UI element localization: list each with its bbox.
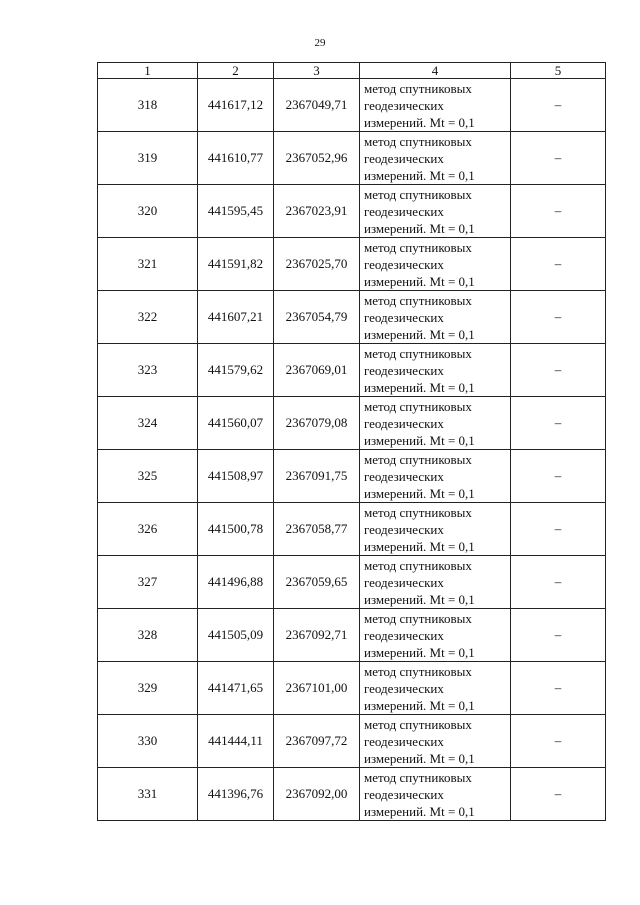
- x-coordinate-cell: 441471,65: [198, 662, 274, 715]
- page-number: 29: [314, 37, 326, 49]
- method-text-line: измерений. Mt = 0,1: [364, 644, 475, 660]
- table-row: [98, 556, 606, 609]
- x-coordinate-cell: 441500,78: [198, 503, 274, 556]
- method-cell: [360, 185, 511, 238]
- y-coordinate-cell: 2367101,00: [274, 662, 360, 715]
- method-text-line: геодезических: [364, 786, 444, 802]
- table-row: [98, 185, 606, 238]
- method-text-line: геодезических: [364, 468, 444, 484]
- method-text-line: метод спутниковых: [364, 239, 472, 255]
- method-text-line: геодезических: [364, 256, 444, 272]
- point-number-cell: 331: [98, 768, 198, 821]
- y-coordinate-cell: 2367059,65: [274, 556, 360, 609]
- method-text-line: измерений. Mt = 0,1: [364, 220, 475, 236]
- point-number-cell: 321: [98, 238, 198, 291]
- point-number-cell: 328: [98, 609, 198, 662]
- method-text-line: геодезических: [364, 574, 444, 590]
- col5-cell: –: [511, 132, 606, 185]
- col5-cell: –: [511, 79, 606, 132]
- point-number-cell: 324: [98, 397, 198, 450]
- method-text-line: геодезических: [364, 150, 444, 166]
- method-text-line: измерений. Mt = 0,1: [364, 485, 475, 501]
- method-text-line: геодезических: [364, 521, 444, 537]
- x-coordinate-cell: 441607,21: [198, 291, 274, 344]
- method-text-line: измерений. Mt = 0,1: [364, 273, 475, 289]
- method-cell: [360, 132, 511, 185]
- point-number-cell: 320: [98, 185, 198, 238]
- method-cell: [360, 609, 511, 662]
- table-row: [98, 503, 606, 556]
- y-coordinate-cell: 2367025,70: [274, 238, 360, 291]
- table-row: [98, 79, 606, 132]
- y-coordinate-cell: 2367069,01: [274, 344, 360, 397]
- x-coordinate-cell: 441591,82: [198, 238, 274, 291]
- table-row: [98, 450, 606, 503]
- x-coordinate-cell: 441505,09: [198, 609, 274, 662]
- col5-cell: –: [511, 662, 606, 715]
- col5-cell: –: [511, 609, 606, 662]
- table-row: [98, 397, 606, 450]
- point-number-cell: 327: [98, 556, 198, 609]
- method-text-line: геодезических: [364, 362, 444, 378]
- method-cell: [360, 715, 511, 768]
- col5-cell: –: [511, 291, 606, 344]
- method-text-line: геодезических: [364, 680, 444, 696]
- y-coordinate-cell: 2367052,96: [274, 132, 360, 185]
- method-text-line: метод спутниковых: [364, 769, 472, 785]
- method-cell: [360, 662, 511, 715]
- method-text-line: измерений. Mt = 0,1: [364, 432, 475, 448]
- table-row: [98, 609, 606, 662]
- method-text-line: измерений. Mt = 0,1: [364, 326, 475, 342]
- point-number-cell: 325: [98, 450, 198, 503]
- col5-cell: –: [511, 450, 606, 503]
- method-text-line: метод спутниковых: [364, 663, 472, 679]
- method-cell: [360, 450, 511, 503]
- method-text-line: метод спутниковых: [364, 186, 472, 202]
- method-text-line: метод спутниковых: [364, 80, 472, 96]
- table-row: [98, 291, 606, 344]
- method-text-line: измерений. Mt = 0,1: [364, 114, 475, 130]
- y-coordinate-cell: 2367092,00: [274, 768, 360, 821]
- table-row: [98, 238, 606, 291]
- header-cell-2: 2: [198, 63, 274, 79]
- method-text-line: измерений. Mt = 0,1: [364, 167, 475, 183]
- method-text-line: метод спутниковых: [364, 398, 472, 414]
- header-cell-1: 1: [98, 63, 198, 79]
- x-coordinate-cell: 441396,76: [198, 768, 274, 821]
- method-text-line: метод спутниковых: [364, 345, 472, 361]
- table-header-row: [98, 63, 606, 79]
- method-text-line: метод спутниковых: [364, 451, 472, 467]
- header-cell-5: 5: [511, 63, 606, 79]
- method-text-line: измерений. Mt = 0,1: [364, 697, 475, 713]
- point-number-cell: 319: [98, 132, 198, 185]
- method-text-line: геодезических: [364, 97, 444, 113]
- method-cell: [360, 503, 511, 556]
- method-text-line: измерений. Mt = 0,1: [364, 803, 475, 819]
- method-text-line: метод спутниковых: [364, 504, 472, 520]
- col5-cell: –: [511, 715, 606, 768]
- table-row: [98, 768, 606, 821]
- method-cell: [360, 397, 511, 450]
- method-text-line: измерений. Mt = 0,1: [364, 538, 475, 554]
- y-coordinate-cell: 2367054,79: [274, 291, 360, 344]
- method-cell: [360, 556, 511, 609]
- header-cell-3: 3: [274, 63, 360, 79]
- x-coordinate-cell: 441508,97: [198, 450, 274, 503]
- method-cell: [360, 768, 511, 821]
- y-coordinate-cell: 2367079,08: [274, 397, 360, 450]
- method-text-line: измерений. Mt = 0,1: [364, 591, 475, 607]
- col5-cell: –: [511, 503, 606, 556]
- x-coordinate-cell: 441560,07: [198, 397, 274, 450]
- x-coordinate-cell: 441595,45: [198, 185, 274, 238]
- y-coordinate-cell: 2367097,72: [274, 715, 360, 768]
- point-number-cell: 322: [98, 291, 198, 344]
- method-text-line: измерений. Mt = 0,1: [364, 750, 475, 766]
- col5-cell: –: [511, 344, 606, 397]
- y-coordinate-cell: 2367049,71: [274, 79, 360, 132]
- coordinates-table: [97, 62, 606, 821]
- method-text-line: измерений. Mt = 0,1: [364, 379, 475, 395]
- table-row: [98, 715, 606, 768]
- method-cell: [360, 291, 511, 344]
- method-text-line: метод спутниковых: [364, 133, 472, 149]
- x-coordinate-cell: 441617,12: [198, 79, 274, 132]
- col5-cell: –: [511, 185, 606, 238]
- point-number-cell: 318: [98, 79, 198, 132]
- col5-cell: –: [511, 397, 606, 450]
- header-cell-4: 4: [360, 63, 511, 79]
- x-coordinate-cell: 441444,11: [198, 715, 274, 768]
- y-coordinate-cell: 2367058,77: [274, 503, 360, 556]
- method-text-line: метод спутниковых: [364, 610, 472, 626]
- method-text-line: геодезических: [364, 627, 444, 643]
- method-cell: [360, 79, 511, 132]
- method-text-line: геодезических: [364, 309, 444, 325]
- method-text-line: метод спутниковых: [364, 292, 472, 308]
- table-row: [98, 662, 606, 715]
- point-number-cell: 329: [98, 662, 198, 715]
- point-number-cell: 323: [98, 344, 198, 397]
- table-row: [98, 132, 606, 185]
- col5-cell: –: [511, 768, 606, 821]
- point-number-cell: 330: [98, 715, 198, 768]
- y-coordinate-cell: 2367091,75: [274, 450, 360, 503]
- table-row: [98, 344, 606, 397]
- x-coordinate-cell: 441579,62: [198, 344, 274, 397]
- y-coordinate-cell: 2367023,91: [274, 185, 360, 238]
- method-text-line: метод спутниковых: [364, 716, 472, 732]
- y-coordinate-cell: 2367092,71: [274, 609, 360, 662]
- method-cell: [360, 344, 511, 397]
- x-coordinate-cell: 441496,88: [198, 556, 274, 609]
- method-text-line: геодезических: [364, 415, 444, 431]
- method-text-line: метод спутниковых: [364, 557, 472, 573]
- method-text-line: геодезических: [364, 733, 444, 749]
- method-cell: [360, 238, 511, 291]
- method-text-line: геодезических: [364, 203, 444, 219]
- x-coordinate-cell: 441610,77: [198, 132, 274, 185]
- col5-cell: –: [511, 556, 606, 609]
- col5-cell: –: [511, 238, 606, 291]
- point-number-cell: 326: [98, 503, 198, 556]
